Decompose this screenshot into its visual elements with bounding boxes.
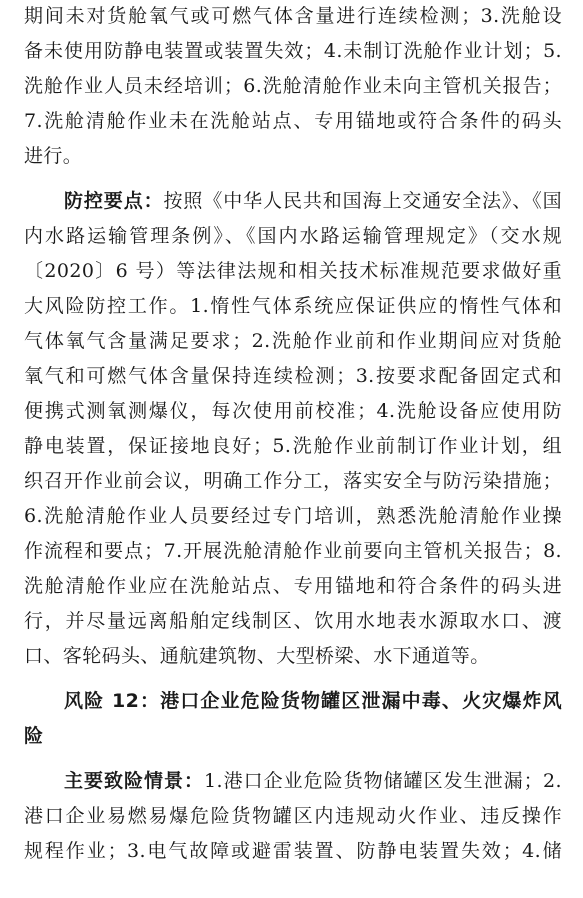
- paragraph-1-line-3: 洗舱作业人员未经培训；6.洗舱清舱作业未向主管机关报告；: [24, 75, 562, 97]
- paragraph-3-line-1: [64, 765, 562, 797]
- paragraph-2-line-12: 洗舱清舱作业应在洗舱站点、专用锚地和符合条件的码头进: [24, 575, 562, 597]
- paragraph-1-line-5: 进行。: [24, 145, 83, 167]
- paragraph-1-line-2: 备未使用防静电装置或装置失效；4.未制订洗舱作业计划；5.: [24, 40, 562, 62]
- paragraph-2-line-10: 6.洗舱清舱作业人员要经过专门培训，熟悉洗舱清舱作业操: [24, 505, 562, 527]
- paragraph-2-line-1: [64, 185, 562, 217]
- main-risk-scenarios-label: 主要致险情景：: [64, 770, 205, 792]
- paragraph-2-line-7: 便携式测氧测爆仪，每次使用前校准；4.洗舱设备应使用防: [24, 400, 562, 422]
- paragraph-2-line-1-text: 按照《中华人民共和国海上交通安全法》、《国: [163, 190, 562, 212]
- paragraph-3-line-2: 港口企业易燃易爆危险货物罐区内违规动火作业、违反操作: [24, 805, 562, 827]
- paragraph-2-line-5: 气体氧气含量满足要求；2.洗舱作业前和作业期间应对货舱: [24, 330, 562, 352]
- paragraph-2-line-11: 作流程和要点；7.开展洗舱清舱作业前要向主管机关报告；8.: [24, 540, 562, 562]
- paragraph-2-line-13: 行，并尽量远离船舶定线制区、饮用水地表水源取水口、渡: [24, 610, 562, 632]
- paragraph-2-line-4: 大风险防控工作。1.惰性气体系统应保证供应的惰性气体和: [24, 295, 562, 317]
- prevention-key-points-label: 防控要点：: [64, 190, 164, 212]
- paragraph-2-line-3: 〔2020〕6 号）等法律法规和相关技术标准规范要求做好重: [24, 260, 562, 282]
- paragraph-2-line-8: 静电装置，保证接地良好；5.洗舱作业前制订作业计划，组: [24, 435, 562, 457]
- paragraph-2-line-14: 口、客轮码头、通航建筑物、大型桥梁、水下通道等。: [24, 645, 490, 667]
- risk-12-heading-line-1: 风险 12：港口企业危险货物罐区泄漏中毒、火灾爆炸风: [64, 690, 562, 712]
- risk-12-heading-line-2: 险: [24, 725, 44, 747]
- paragraph-3-line-1-text: 1.港口企业危险货物储罐区发生泄漏；2.: [204, 770, 562, 792]
- paragraph-2-line-6: 氧气和可燃气体含量保持连续检测；3.按要求配备固定式和: [24, 365, 562, 387]
- paragraph-1-line-4: 7.洗舱清舱作业未在洗舱站点、专用锚地或符合条件的码头: [24, 110, 562, 132]
- paragraph-3-line-3: 规程作业；3.电气故障或避雷装置、防静电装置失效；4.储: [24, 840, 562, 862]
- paragraph-2-line-9: 织召开作业前会议，明确工作分工，落实安全与防污染措施；: [24, 470, 562, 492]
- paragraph-1-line-1: 期间未对货舱氧气或可燃气体含量进行连续检测；3.洗舱设: [24, 5, 562, 27]
- paragraph-2-line-2: 内水路运输管理条例》、《国内水路运输管理规定》（交水规: [24, 225, 562, 247]
